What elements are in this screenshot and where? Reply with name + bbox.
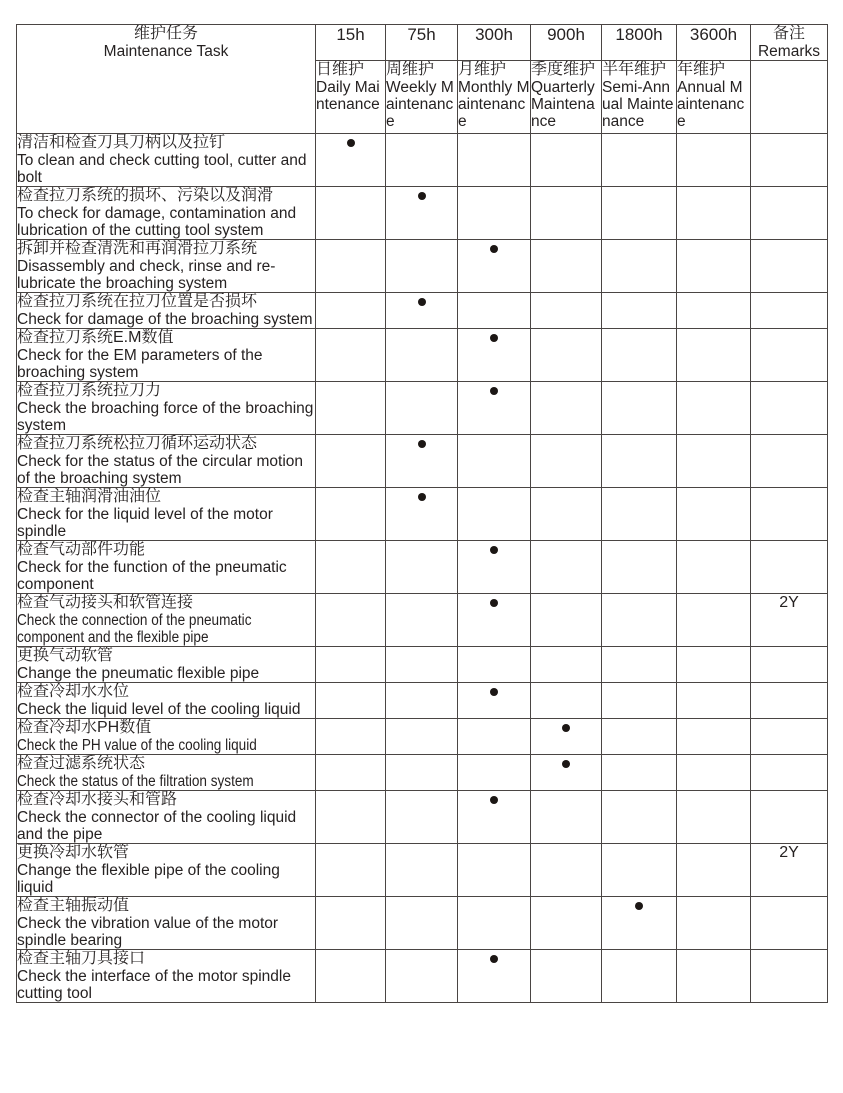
interval-cell-15h [316,488,386,541]
remark-cell [751,719,828,755]
interval-cell-300h [458,382,531,435]
task-zh: 检查过滤系统状态 [17,755,146,772]
task-cell [17,683,316,719]
task-cell [17,844,316,897]
interval-cell-75h [386,293,458,329]
interval-cell-75h [386,683,458,719]
task-en: Check for damage of the broaching system [17,311,313,328]
col-header-label-3600h [677,61,751,134]
interval-cell-15h [316,647,386,683]
interval-cell-75h [386,329,458,382]
interval-cell-15h [316,844,386,897]
interval-cell-900h [531,594,602,647]
interval-cell-900h [531,950,602,1003]
task-cell [17,293,316,329]
interval-cell-1800h [602,488,677,541]
interval-cell-900h [531,382,602,435]
task-row [17,240,828,293]
interval-cell-900h [531,647,602,683]
task-row [17,329,828,382]
interval-cell-15h [316,187,386,240]
col-label-zh: 半年维护 [602,61,667,78]
interval-cell-900h [531,435,602,488]
task-zh: 更换冷却水软管 [17,844,130,861]
task-en: Check for the liquid level of the motor spindle [17,506,273,540]
task-zh: 检查冷却水水位 [17,683,130,700]
remark-cell [751,897,828,950]
task-cell [17,240,316,293]
col-header-hours-3600h: 3600h [677,25,751,61]
interval-cell-300h [458,844,531,897]
task-row [17,844,828,897]
interval-cell-900h [531,488,602,541]
interval-cell-1800h [602,293,677,329]
interval-cell-300h [458,950,531,1003]
interval-cell-15h [316,435,386,488]
task-zh: 检查拉刀系统的损坏、污染以及润滑 [17,187,274,204]
interval-cell-15h [316,594,386,647]
task-row [17,950,828,1003]
task-en: Disassembly and check, rinse and re-lubricate the broaching system [17,258,276,292]
remarks-header-cell [751,25,828,61]
col-header-hours-1800h: 1800h [602,25,677,61]
interval-cell-3600h [677,488,751,541]
maintenance-schedule-table [16,24,828,1003]
task-en: Change the pneumatic flexible pipe [17,665,260,682]
task-en: Check the liquid level of the cooling liquid [17,701,301,718]
col-label-en: Daily Maintenance [316,79,380,113]
task-zh: 检查气动接头和软管连接 [17,594,194,611]
interval-cell-75h [386,488,458,541]
task-zh: 检查主轴振动值 [17,897,130,914]
col-header-hours-900h: 900h [531,25,602,61]
task-zh: 检查主轴刀具接口 [17,950,146,967]
task-en: Check the broaching force of the broaching system [17,400,314,434]
interval-cell-75h [386,844,458,897]
remarks-header-en: Remarks [757,43,820,60]
interval-cell-1800h [602,329,677,382]
interval-cell-75h [386,541,458,594]
interval-cell-300h [458,897,531,950]
interval-cell-75h [386,791,458,844]
task-cell [17,897,316,950]
interval-cell-300h [458,541,531,594]
task-row [17,594,828,647]
interval-cell-75h [386,594,458,647]
task-en: Check for the function of the pneumatic component [17,559,287,593]
task-row [17,647,828,683]
remark-cell [751,240,828,293]
interval-cell-1800h [602,791,677,844]
interval-cell-1800h [602,134,677,187]
remark-cell [751,382,828,435]
task-cell [17,791,316,844]
task-en: Change the flexible pipe of the cooling liquid [17,862,280,896]
interval-cell-15h [316,293,386,329]
schedule-dot [418,440,426,448]
task-row [17,897,828,950]
schedule-dot [635,902,643,910]
task-row [17,134,828,187]
task-zh: 检查冷却水PH数值 [17,719,152,736]
col-header-label-75h [386,61,458,134]
interval-cell-1800h [602,541,677,594]
task-row [17,541,828,594]
interval-cell-3600h [677,134,751,187]
interval-cell-900h [531,329,602,382]
schedule-dot [490,599,498,607]
interval-cell-1800h [602,594,677,647]
interval-cell-75h [386,435,458,488]
interval-cell-3600h [677,382,751,435]
task-en: To check for damage, contamination and lubrication of the cutting tool system [17,205,297,239]
interval-cell-300h [458,240,531,293]
interval-cell-300h [458,488,531,541]
interval-cell-300h [458,647,531,683]
task-cell [17,329,316,382]
schedule-dot [490,688,498,696]
task-zh: 检查拉刀系统E.M数值 [17,329,174,346]
task-zh: 检查主轴润滑油油位 [17,488,162,505]
interval-cell-3600h [677,683,751,719]
task-zh: 检查气动部件功能 [17,541,146,558]
col-label-zh: 周维护 [386,61,435,78]
task-en: Check the interface of the motor spindle cutting tool [17,968,291,1002]
header-row-hours [17,25,828,61]
schedule-dot [490,387,498,395]
interval-cell-300h [458,755,531,791]
task-row [17,719,828,755]
remarks-header-zh: 备注 [772,25,805,42]
interval-cell-15h [316,134,386,187]
interval-cell-1800h [602,382,677,435]
interval-cell-75h [386,897,458,950]
remark-cell [751,488,828,541]
task-zh: 清洁和检查刀具刀柄以及拉钉 [17,134,226,151]
interval-cell-75h [386,647,458,683]
interval-cell-300h [458,683,531,719]
task-row [17,293,828,329]
interval-cell-900h [531,187,602,240]
interval-cell-75h [386,134,458,187]
task-header-zh: 维护任务 [133,25,198,42]
col-header-hours-15h: 15h [316,25,386,61]
interval-cell-900h [531,755,602,791]
interval-cell-3600h [677,293,751,329]
schedule-dot [347,139,355,147]
interval-cell-15h [316,240,386,293]
interval-cell-3600h [677,240,751,293]
interval-cell-3600h [677,844,751,897]
interval-cell-15h [316,382,386,435]
task-cell [17,647,316,683]
interval-cell-900h [531,541,602,594]
remark-cell [751,187,828,240]
task-en: Check the connection of the pneumatic component and the flexible pipe [17,612,252,646]
interval-cell-3600h [677,897,751,950]
col-label-zh: 日维护 [316,61,365,78]
interval-cell-300h [458,719,531,755]
schedule-dot [418,192,426,200]
interval-cell-1800h [602,187,677,240]
remark-cell [751,683,828,719]
interval-cell-1800h [602,755,677,791]
interval-cell-15h [316,755,386,791]
schedule-dot [490,955,498,963]
schedule-dot [562,760,570,768]
interval-cell-300h [458,187,531,240]
interval-cell-3600h [677,647,751,683]
task-row [17,382,828,435]
task-row [17,488,828,541]
interval-cell-15h [316,683,386,719]
schedule-dot [418,493,426,501]
interval-cell-1800h [602,647,677,683]
interval-cell-15h [316,791,386,844]
interval-cell-3600h [677,950,751,1003]
task-en: Check the status of the filtration system [17,773,254,790]
remark-cell [751,755,828,791]
task-row [17,755,828,791]
col-header-hours-300h: 300h [458,25,531,61]
task-cell [17,719,316,755]
interval-cell-900h [531,683,602,719]
interval-cell-300h [458,134,531,187]
interval-cell-900h [531,719,602,755]
task-en: Check the vibration value of the motor spindle bearing [17,915,279,949]
task-header-en: Maintenance Task [103,43,229,60]
interval-cell-3600h [677,329,751,382]
col-label-zh: 季度维护 [531,61,596,78]
remark-cell [751,293,828,329]
interval-cell-3600h [677,755,751,791]
interval-cell-900h [531,844,602,897]
interval-cell-1800h [602,683,677,719]
remark-cell [751,435,828,488]
interval-cell-900h [531,791,602,844]
interval-cell-900h [531,240,602,293]
schedule-dot [562,724,570,732]
col-header-label-1800h [602,61,677,134]
task-cell [17,435,316,488]
remarks-header-empty-cell [751,61,828,134]
task-row [17,187,828,240]
task-header-cell [17,25,316,134]
interval-cell-75h [386,755,458,791]
interval-cell-3600h [677,719,751,755]
task-en: To clean and check cutting tool, cutter and bolt [17,152,307,186]
remark-cell [751,647,828,683]
task-zh: 更换气动软管 [17,647,114,664]
schedule-dot [418,298,426,306]
interval-cell-3600h [677,791,751,844]
interval-cell-1800h [602,897,677,950]
col-label-zh: 年维护 [677,61,726,78]
interval-cell-15h [316,719,386,755]
interval-cell-900h [531,134,602,187]
schedule-dot [490,546,498,554]
interval-cell-15h [316,950,386,1003]
interval-cell-75h [386,950,458,1003]
col-label-en: Semi-Annual Maintenance [602,79,674,130]
col-header-label-900h [531,61,602,134]
interval-cell-75h [386,719,458,755]
schedule-dot [490,796,498,804]
interval-cell-300h [458,594,531,647]
interval-cell-3600h [677,541,751,594]
interval-cell-75h [386,187,458,240]
task-cell [17,382,316,435]
task-zh: 拆卸并检查清洗和再润滑拉刀系统 [17,240,258,257]
task-cell [17,541,316,594]
interval-cell-15h [316,897,386,950]
task-cell [17,594,316,647]
task-zh: 检查拉刀系统松拉刀循环运动状态 [17,435,258,452]
col-label-en: Annual Maintenance [677,79,745,130]
interval-cell-1800h [602,844,677,897]
col-label-en: Monthly Maintenance [458,79,530,130]
task-row [17,435,828,488]
interval-cell-300h [458,293,531,329]
remark-cell [751,950,828,1003]
task-en: Check the PH value of the cooling liquid [17,737,257,754]
remark-cell [751,134,828,187]
interval-cell-3600h [677,435,751,488]
task-zh: 检查冷却水接头和管路 [17,791,178,808]
task-cell [17,950,316,1003]
task-row [17,683,828,719]
task-en: Check for the EM parameters of the broaching system [17,347,263,381]
task-cell [17,187,316,240]
col-label-zh: 月维护 [458,61,507,78]
interval-cell-75h [386,240,458,293]
interval-cell-75h [386,382,458,435]
remark-cell [751,541,828,594]
remark-cell: 2Y [751,844,828,897]
remark-cell [751,791,828,844]
task-zh: 检查拉刀系统拉刀力 [17,382,162,399]
task-row [17,791,828,844]
interval-cell-3600h [677,594,751,647]
interval-cell-3600h [677,187,751,240]
col-header-label-15h [316,61,386,134]
schedule-dot [490,245,498,253]
task-en: Check for the status of the circular motion of the broaching system [17,453,304,487]
interval-cell-300h [458,435,531,488]
col-header-hours-75h: 75h [386,25,458,61]
interval-cell-1800h [602,240,677,293]
col-label-en: Quarterly Maintenance [531,79,595,130]
interval-cell-1800h [602,719,677,755]
remark-cell: 2Y [751,594,828,647]
interval-cell-300h [458,791,531,844]
remark-cell [751,329,828,382]
schedule-dot [490,334,498,342]
task-en: Check the connector of the cooling liquid and the pipe [17,809,297,843]
interval-cell-300h [458,329,531,382]
task-cell [17,755,316,791]
interval-cell-15h [316,329,386,382]
task-zh: 检查拉刀系统在拉刀位置是否损坏 [17,293,258,310]
interval-cell-900h [531,293,602,329]
interval-cell-15h [316,541,386,594]
interval-cell-1800h [602,950,677,1003]
task-cell [17,134,316,187]
col-label-en: Weekly Maintenance [386,79,454,130]
task-cell [17,488,316,541]
col-header-label-300h [458,61,531,134]
interval-cell-900h [531,897,602,950]
interval-cell-1800h [602,435,677,488]
